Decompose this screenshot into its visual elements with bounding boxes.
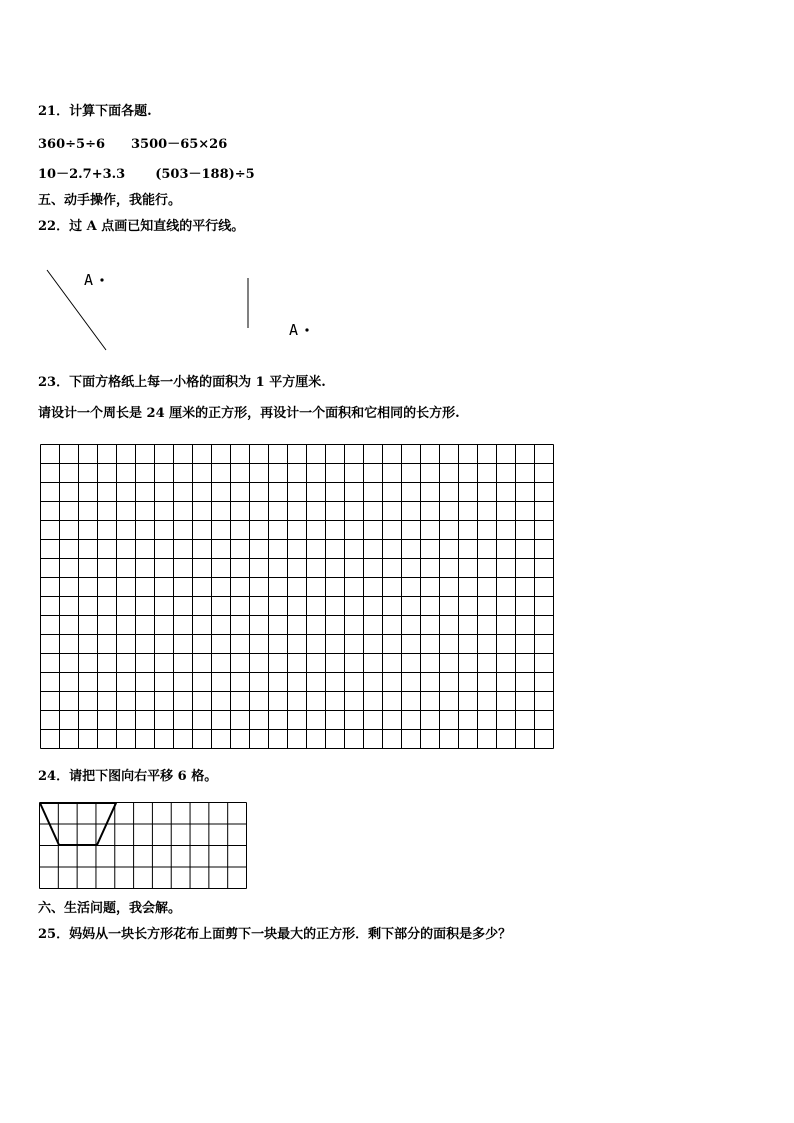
q21-title: 21．计算下面各题. [38,104,152,119]
q22-point-label-2: A [289,321,299,339]
q24-title: 24．请把下图向右平移 6 格。 [38,769,218,784]
q21-expression-2: 3500－65×26 [131,137,228,152]
section5-title: 五、动手操作，我能行。 [38,193,182,208]
q25-title: 25．妈妈从一块长方形花布上面剪下一块最大的正方形．剩下部分的面积是多少？ [38,927,512,942]
q21-expression-3: 10－2.7+3.3 [38,167,126,182]
q23-title: 23．下面方格纸上每一小格的面积为 1 平方厘米. [38,375,326,390]
section6-title: 六、生活问题，我会解。 [38,901,182,916]
q21-expression-4: (503－188)÷5 [155,167,255,182]
q21-expression-1: 360÷5÷6 [38,137,106,152]
q23-instruction: 请设计一个周长是 24 厘米的正方形，再设计一个面积和它相同的长方形. [38,406,460,421]
q22-title: 22．过 A 点画已知直线的平行线。 [38,219,245,234]
q22-point-label-1: A [84,271,94,289]
